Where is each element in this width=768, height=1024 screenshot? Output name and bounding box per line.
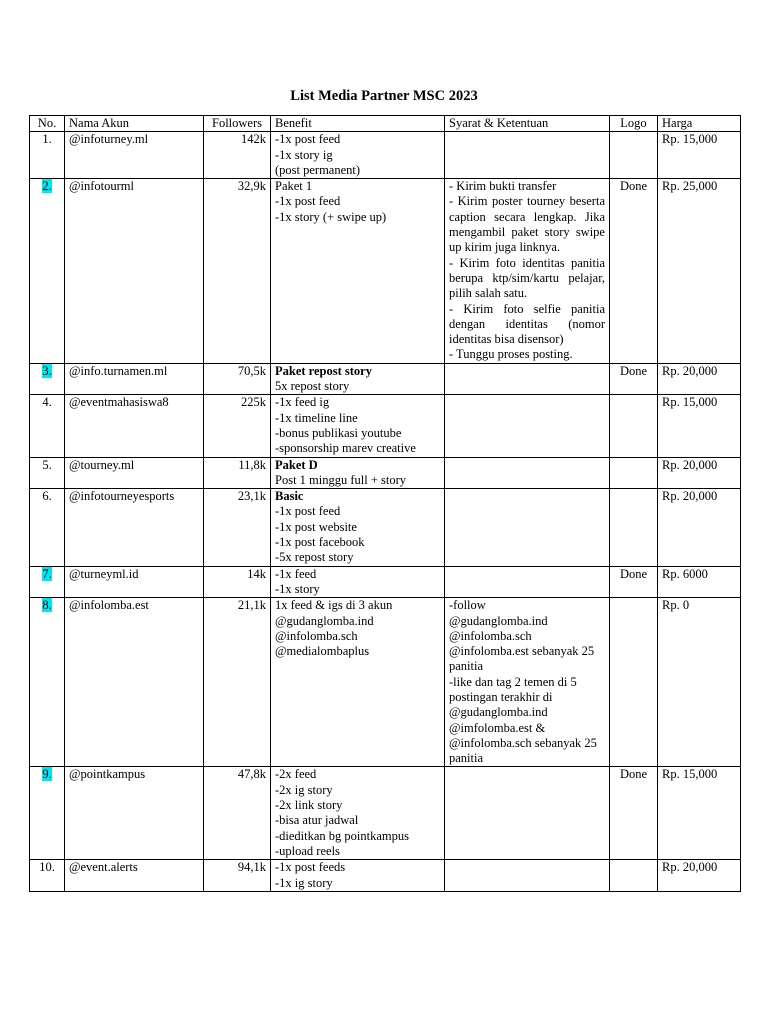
logo-status-cell: Done	[610, 566, 658, 598]
benefit-line: -1x feed	[275, 566, 317, 581]
benefit-line: @gudanglomba.ind	[275, 613, 374, 628]
price-cell: Rp. 20,000	[658, 363, 741, 395]
account-name-cell: @eventmahasiswa8	[65, 395, 204, 457]
header-account: Nama Akun	[65, 116, 204, 132]
row-number-cell	[30, 395, 65, 457]
benefit-line: Paket 1	[275, 179, 313, 194]
benefit-line: -1x story ig	[275, 147, 333, 162]
benefit-line: -dieditkan bg pointkampus	[275, 828, 410, 843]
row-number-cell	[30, 363, 65, 395]
terms-line: @gudanglomba.ind	[449, 705, 548, 720]
logo-status-cell	[610, 457, 658, 489]
account-name-cell: @infolomba.est	[65, 598, 204, 767]
benefit-line: -1x ig story	[275, 875, 333, 890]
benefit-line: -bonus publikasi youtube	[275, 425, 402, 440]
terms-line: @gudanglomba.ind	[449, 613, 548, 628]
benefit-line: Paket repost story	[275, 363, 372, 378]
row-number: 10.	[39, 860, 55, 875]
header-benefit: Benefit	[271, 116, 445, 132]
row-number: 3.	[42, 363, 52, 378]
table-row	[30, 132, 741, 179]
row-number: 7.	[42, 566, 52, 581]
account-name-cell: @tourney.ml	[65, 457, 204, 489]
row-number: 1.	[42, 132, 52, 147]
benefit-line: (post permanent)	[275, 162, 361, 177]
benefit-cell	[271, 363, 445, 395]
benefit-line: Basic	[275, 489, 304, 504]
media-partner-table	[29, 115, 741, 892]
benefit-line: -1x feed ig	[275, 395, 330, 410]
benefit-line: -1x post feed	[275, 504, 341, 519]
row-number: 4.	[42, 395, 52, 410]
followers-cell: 23,1k	[204, 489, 271, 566]
logo-status-cell: Done	[610, 179, 658, 364]
row-number-cell	[30, 566, 65, 598]
terms-line: @imfolomba.est &	[449, 720, 546, 735]
header-price: Harga	[658, 116, 741, 132]
row-number: 2.	[42, 179, 52, 194]
terms-cell	[445, 132, 610, 179]
benefit-line: -1x post feed	[275, 194, 341, 209]
benefit-line: Paket D	[275, 457, 318, 472]
benefit-line: -1x post feeds	[275, 860, 346, 875]
logo-status-cell	[610, 395, 658, 457]
followers-cell: 21,1k	[204, 598, 271, 767]
logo-status-cell	[610, 489, 658, 566]
terms-line: - Kirim foto selfie panitia dengan identitas (nomor identitas bisa disensor)	[449, 301, 605, 347]
account-name-cell: @info.turnamen.ml	[65, 363, 204, 395]
followers-cell: 142k	[204, 132, 271, 179]
terms-cell	[445, 566, 610, 598]
benefit-line: @medialombaplus	[275, 644, 370, 659]
account-name-cell: @infotourml	[65, 179, 204, 364]
logo-status-cell: Done	[610, 363, 658, 395]
table-row	[30, 489, 741, 566]
terms-cell	[445, 179, 610, 364]
terms-cell	[445, 767, 610, 860]
followers-cell: 225k	[204, 395, 271, 457]
table-row	[30, 767, 741, 860]
benefit-line: 5x repost story	[275, 379, 350, 394]
price-cell: Rp. 15,000	[658, 132, 741, 179]
terms-cell	[445, 489, 610, 566]
benefit-line: -1x post feed	[275, 132, 341, 147]
row-number: 8.	[42, 598, 52, 613]
benefit-line: -2x ig story	[275, 782, 333, 797]
benefit-line: -5x repost story	[275, 550, 354, 565]
terms-cell	[445, 395, 610, 457]
account-name-cell: @turneyml.id	[65, 566, 204, 598]
logo-status-cell	[610, 860, 658, 892]
benefit-cell	[271, 598, 445, 767]
document-title: List Media Partner MSC 2023	[290, 88, 478, 104]
price-cell: Rp. 20,000	[658, 489, 741, 566]
account-name-cell: @infoturney.ml	[65, 132, 204, 179]
followers-cell: 14k	[204, 566, 271, 598]
benefit-line: -1x story (+ swipe up)	[275, 209, 387, 224]
followers-cell: 11,8k	[204, 457, 271, 489]
logo-status-cell: Done	[610, 767, 658, 860]
table-row	[30, 860, 741, 892]
benefit-cell	[271, 566, 445, 598]
benefit-line: Post 1 minggu full + story	[275, 472, 407, 487]
row-number: 5.	[42, 457, 52, 472]
row-number: 6.	[42, 489, 52, 504]
terms-line: - Kirim bukti transfer	[449, 179, 557, 194]
benefit-line: -1x story	[275, 581, 320, 596]
benefit-cell	[271, 179, 445, 364]
followers-cell: 32,9k	[204, 179, 271, 364]
benefit-line: 1x feed & igs di 3 akun	[275, 598, 393, 613]
terms-line: @infolomba.sch	[449, 628, 532, 643]
row-number-cell	[30, 767, 65, 860]
benefit-cell	[271, 767, 445, 860]
row-number-cell	[30, 598, 65, 767]
terms-cell	[445, 860, 610, 892]
account-name-cell: @event.alerts	[65, 860, 204, 892]
table-row	[30, 566, 741, 598]
benefit-line: -1x post website	[275, 519, 357, 534]
table-row	[30, 363, 741, 395]
logo-status-cell	[610, 132, 658, 179]
benefit-line: @infolomba.sch	[275, 628, 358, 643]
benefit-line: -1x post facebook	[275, 535, 365, 550]
row-number: 9.	[42, 767, 52, 782]
price-cell: Rp. 25,000	[658, 179, 741, 364]
terms-line: @infolomba.sch sebanyak 25 panitia	[449, 735, 597, 766]
price-cell: Rp. 15,000	[658, 767, 741, 860]
account-name-cell: @pointkampus	[65, 767, 204, 860]
header-logo: Logo	[610, 116, 658, 132]
row-number-cell	[30, 489, 65, 566]
table-row	[30, 598, 741, 767]
logo-status-cell	[610, 598, 658, 767]
price-cell: Rp. 0	[658, 598, 741, 767]
terms-line: -follow	[449, 598, 486, 613]
terms-line: - Kirim poster tourney beserta caption secara lengkap. Jika mengambil paket story swipe up kirim juga linknya.	[449, 194, 605, 255]
terms-line: - Kirim foto identitas panitia berupa ktp/sim/kartu pelajar, pilih salah satu.	[449, 255, 605, 301]
benefit-cell	[271, 860, 445, 892]
benefit-line: -2x feed	[275, 767, 317, 782]
price-cell: Rp. 15,000	[658, 395, 741, 457]
row-number-cell	[30, 860, 65, 892]
benefit-cell	[271, 132, 445, 179]
header-no: No.	[30, 116, 65, 132]
table-header-row	[30, 116, 741, 132]
followers-cell: 94,1k	[204, 860, 271, 892]
row-number-cell	[30, 132, 65, 179]
header-followers: Followers	[204, 116, 271, 132]
terms-cell	[445, 363, 610, 395]
table-row	[30, 457, 741, 489]
terms-cell	[445, 457, 610, 489]
terms-line: - Tunggu proses posting.	[449, 347, 573, 362]
terms-cell	[445, 598, 610, 767]
row-number-cell	[30, 457, 65, 489]
benefit-line: -bisa atur jadwal	[275, 813, 359, 828]
benefit-cell	[271, 489, 445, 566]
followers-cell: 70,5k	[204, 363, 271, 395]
terms-line: @infolomba.est sebanyak 25 panitia	[449, 644, 595, 674]
header-terms: Syarat & Ketentuan	[445, 116, 610, 132]
benefit-cell	[271, 457, 445, 489]
row-number-cell	[30, 179, 65, 364]
benefit-cell	[271, 395, 445, 457]
table-body	[30, 116, 741, 892]
account-name-cell: @infotourneyesports	[65, 489, 204, 566]
price-cell: Rp. 20,000	[658, 457, 741, 489]
followers-cell: 47,8k	[204, 767, 271, 860]
price-cell: Rp. 20,000	[658, 860, 741, 892]
terms-line: -like dan tag 2 temen di 5 postingan terakhir di	[449, 674, 577, 704]
benefit-line: -1x timeline line	[275, 410, 358, 425]
benefit-line: -upload reels	[275, 843, 340, 858]
table-row	[30, 179, 741, 364]
benefit-line: -sponsorship marev creative	[275, 441, 416, 456]
table-row	[30, 395, 741, 457]
price-cell: Rp. 6000	[658, 566, 741, 598]
benefit-line: -2x link story	[275, 798, 343, 813]
